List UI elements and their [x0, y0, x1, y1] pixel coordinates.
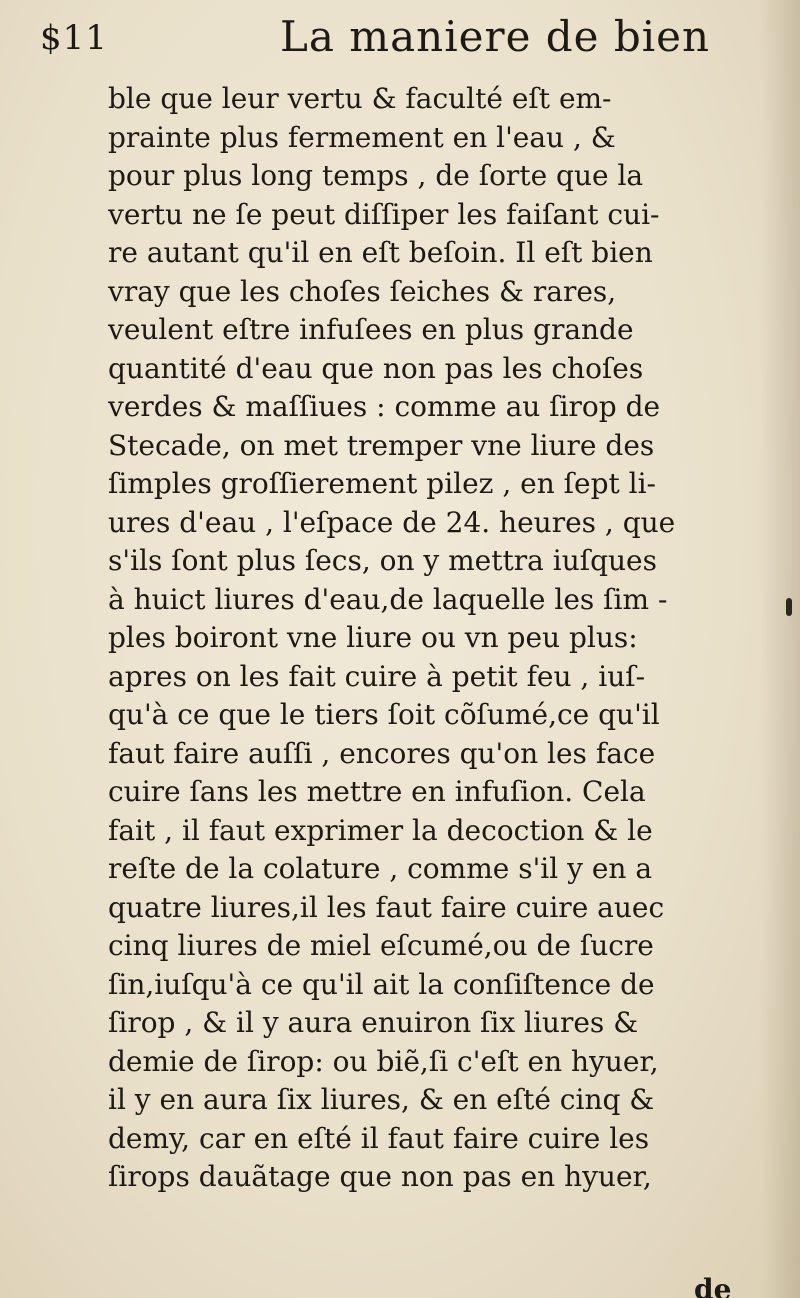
text-line: faut faire auſſi , encores qu'on les face: [108, 736, 656, 770]
body-text: [108, 80, 748, 1197]
text-line: vray que les choſes ſeiches & rares,: [108, 274, 617, 308]
text-line: fait , il faut exprimer la decoction & le: [108, 813, 653, 847]
text-line: apres on les fait cuire à petit feu , iuſ-: [108, 659, 646, 693]
text-line: quantité d'eau que non pas les choſes: [108, 351, 644, 385]
page-header: [40, 10, 740, 68]
ink-spot: [786, 598, 792, 616]
catchword: de: [694, 1273, 732, 1298]
text-line: ples boiront vne liure ou vn peu plus:: [108, 621, 638, 654]
text-line: il y en aura ſix liures, & en eſté cinq &: [108, 1083, 655, 1116]
text-line: pour plus long temps , de ſorte que la: [108, 159, 644, 192]
page-edge-shadow: [760, 0, 800, 1298]
text-line: cinq liures de miel eſcumé,ou de ſucre: [108, 929, 654, 962]
page-number: $11: [40, 18, 108, 58]
text-line: verdes & maſſiues : comme au ſirop de: [108, 390, 661, 423]
text-line: quatre liures,il les faut faire cuire auec: [108, 890, 665, 924]
text-line: ſimples groſſierement pilez , en ſept li-: [108, 467, 657, 500]
text-line: ble que leur vertu & faculté eſt em-: [108, 82, 612, 115]
text-line: cuire ſans les mettre en infuſion. Cela: [108, 775, 646, 808]
text-line: ſin,iuſqu'à ce qu'il ait la conſiſtence de: [108, 967, 655, 1001]
text-line: qu'à ce que le tiers ſoit cõſumé,ce qu'il: [108, 698, 660, 731]
text-line: reſte de la colature , comme s'il y en a: [108, 852, 653, 885]
text-line: demie de ſirop: ou biẽ,ſi c'eſt en hyuer,: [108, 1044, 659, 1078]
text-line: veulent eſtre infuſees en plus grande: [108, 313, 634, 346]
text-line: à huict liures d'eau,de laquelle les ſim -: [108, 582, 668, 616]
text-line: vertu ne ſe peut diſſiper les faiſant cui-: [108, 197, 660, 231]
text-line: ſirops dauãtage que non pas en hyuer,: [108, 1160, 652, 1193]
text-line: ures d'eau , l'eſpace de 24. heures , que: [108, 505, 676, 539]
running-title: La maniere de bien: [280, 12, 711, 61]
text-line: s'ils ſont plus ſecs, on y mettra iuſques: [108, 544, 657, 577]
text-line: Stecade, on met tremper vne liure des: [108, 428, 655, 462]
text-line: ſirop , & il y aura enuiron ſix liures &: [108, 1006, 639, 1039]
text-line: prainte plus fermement en l'eau , &: [108, 120, 616, 154]
text-line: demy, car en eſté il faut faire cuire les: [108, 1121, 650, 1155]
text-line: re autant qu'il en eſt beſoin. Il eſt bien: [108, 236, 653, 269]
